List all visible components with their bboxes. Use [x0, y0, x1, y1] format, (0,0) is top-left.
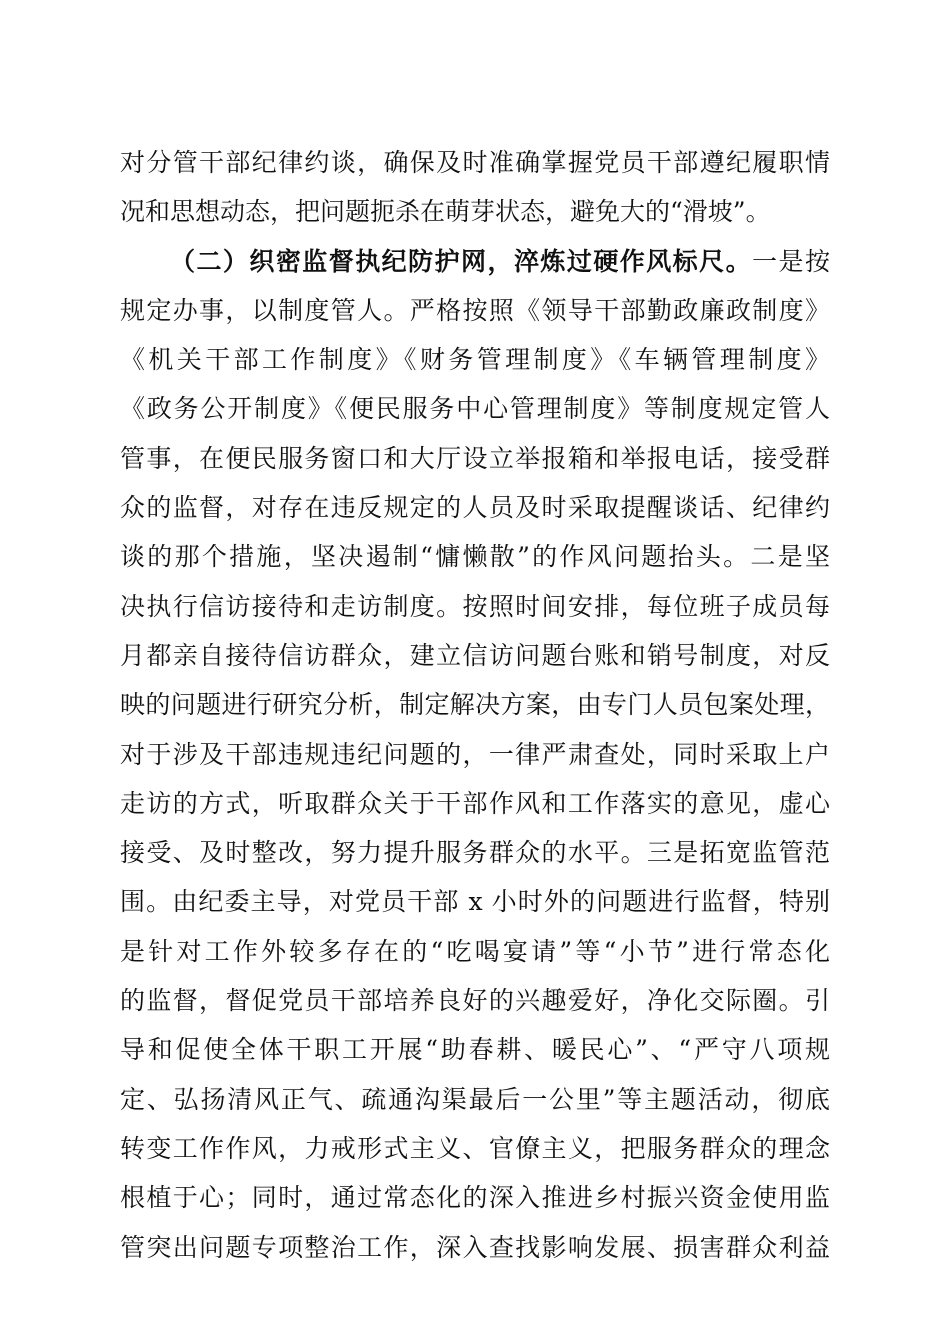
heading-continuation: 一是按: [752, 246, 830, 276]
text-line: 是针对工作外较多存在的“吃喝宴请”等“小节”进行常态化: [120, 936, 830, 966]
text-line: 转变工作作风，力戒形式主义、官僚主义，把服务群众的理念: [120, 1133, 830, 1163]
text-line: 月都亲自接待信访群众，建立信访问题台账和销号制度，对反: [120, 640, 830, 670]
text-line: 走访的方式，听取群众关于干部作风和工作落实的意见，虚心: [120, 788, 830, 818]
text-line: 众的监督，对存在违反规定的人员及时采取提醒谈话、纪律约: [120, 493, 830, 523]
text-line: 对分管干部纪律约谈，确保及时准确掌握党员干部遵纪履职情: [120, 148, 830, 177]
text-line: 定、弘扬清风正气、疏通沟渠最后一公里”等主题活动，彻底: [120, 1084, 830, 1114]
text-line: 况和思想动态，把问题扼杀在萌芽状态，避免大的“滑坡”。: [120, 197, 771, 227]
body-text: [120, 138, 830, 1272]
text-line: 围。由纪委主导，对党员干部 x 小时外的问题进行监督，特别: [120, 887, 830, 917]
text-line: 谈的那个措施，坚决遏制“慵懒散”的作风问题抬头。二是坚: [120, 542, 830, 572]
section-heading-line: [120, 237, 830, 286]
text-line: 映的问题进行研究分析，制定解决方案，由专门人员包案处理，: [120, 690, 830, 720]
text-line: 的监督，督促党员干部培养良好的兴趣爱好，净化交际圈。引: [120, 986, 830, 1016]
text-line: 导和促使全体干职工开展“助春耕、暖民心”、“严守八项规: [120, 1035, 830, 1065]
text-line: 接受、及时整改，努力提升服务群众的水平。三是拓宽监管范: [120, 838, 830, 868]
text-line: 《机关干部工作制度》《财务管理制度》《车辆管理制度》: [120, 345, 830, 375]
text-line: 对于涉及干部违规违纪问题的，一律严肃查处，同时采取上户: [120, 739, 830, 769]
text-line: 决执行信访接待和走访制度。按照时间安排，每位班子成员每: [120, 591, 830, 621]
section-heading: （二）织密监督执纪防护网，淬炼过硬作风标尺。: [170, 246, 753, 276]
text-line: 管事，在便民服务窗口和大厅设立举报箱和举报电话，接受群: [120, 443, 830, 473]
text-line: 规定办事，以制度管人。严格按照《领导干部勤政廉政制度》: [120, 295, 830, 325]
text-line: 管突出问题专项整治工作，深入查找影响发展、损害群众利益: [120, 1232, 830, 1262]
text-line: 《政务公开制度》《便民服务中心管理制度》等制度规定管人: [120, 394, 830, 424]
text-line: 根植于心；同时，通过常态化的深入推进乡村振兴资金使用监: [120, 1183, 830, 1213]
